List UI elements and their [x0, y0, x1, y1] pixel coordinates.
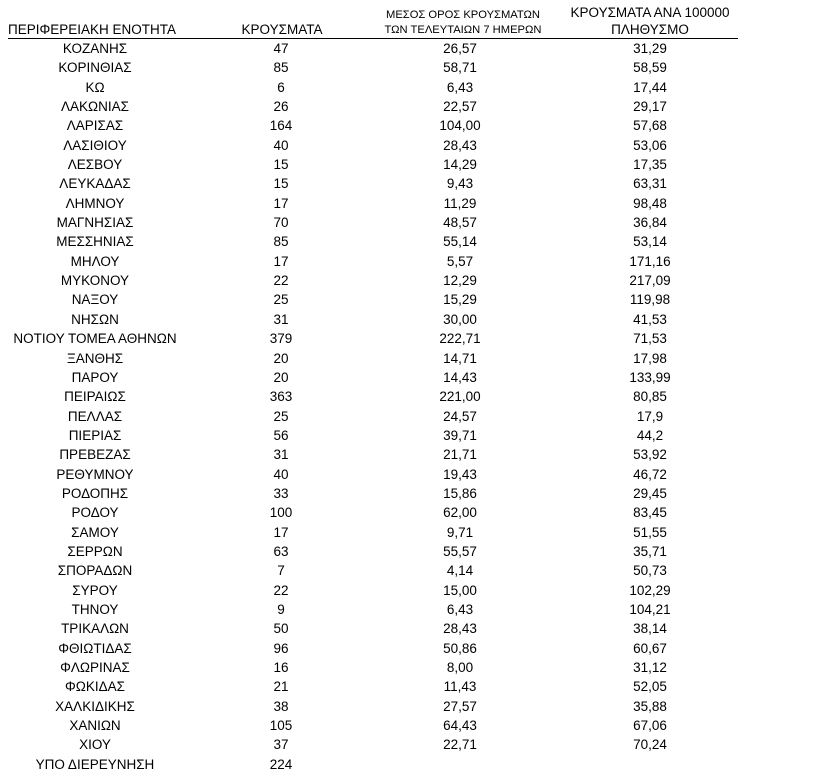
cell-cases: 33	[273, 485, 289, 501]
cell-region: ΡΕΘΥΜΝΟΥ	[56, 466, 134, 482]
cell-cases: 20	[273, 369, 289, 385]
cell-region: ΞΑΝΘΗΣ	[66, 350, 124, 366]
cell-per-100k: 29,45	[633, 485, 667, 501]
cell-per-100k: 98,48	[633, 195, 667, 211]
header-avg-7-days	[372, 8, 554, 38]
cell-region: ΣΑΜΟΥ	[71, 524, 119, 540]
cell-region: ΛΑΡΙΣΑΣ	[66, 118, 124, 134]
cell-region: ΤΗΝΟΥ	[71, 601, 119, 617]
cell-per-100k: 58,59	[633, 60, 667, 76]
table-row	[0, 581, 834, 600]
cell-avg-7-days: 9,71	[446, 524, 474, 540]
cell-avg-7-days: 11,29	[443, 195, 477, 211]
cell-cases: 25	[273, 408, 289, 424]
cell-cases: 31	[273, 447, 289, 463]
cell-avg-7-days: 6,43	[446, 601, 474, 617]
cell-avg-7-days: 221,00	[439, 389, 481, 405]
cell-region: ΣΥΡΟΥ	[72, 582, 118, 598]
cell-per-100k: 38,14	[633, 621, 667, 637]
cell-avg-7-days: 30,00	[443, 311, 477, 327]
table-row	[0, 465, 834, 484]
cell-region: ΧΑΛΚΙΔΙΚΗΣ	[55, 698, 135, 714]
table-row	[0, 542, 834, 561]
cell-cases: 22	[273, 582, 289, 598]
cell-per-100k: 46,72	[633, 466, 667, 482]
cell-region: ΡΟΔΟΥ	[71, 505, 119, 521]
cell-region: ΛΑΣΙΘΙΟΥ	[63, 137, 127, 153]
cell-avg-7-days: 48,57	[443, 215, 477, 231]
table-row	[0, 697, 834, 716]
cell-per-100k: 83,45	[633, 505, 667, 521]
cell-region: ΠΡΕΒΕΖΑΣ	[59, 447, 131, 463]
header-avg-line2: ΤΩΝ ΤΕΛΕΥΤΑΙΩΝ 7 ΗΜΕΡΩΝ	[384, 24, 542, 36]
cell-cases: 85	[273, 60, 289, 76]
cell-per-100k: 31,29	[633, 41, 667, 56]
cell-per-100k: 51,55	[633, 524, 667, 540]
cell-avg-7-days: 50,86	[443, 640, 477, 656]
table-row	[0, 600, 834, 619]
cell-avg-7-days: 62,00	[443, 505, 477, 521]
table-row	[0, 445, 834, 464]
cell-cases: 22	[273, 273, 289, 289]
cell-per-100k: 53,14	[633, 234, 667, 250]
cell-cases: 96	[273, 640, 289, 656]
cell-per-100k: 41,53	[633, 311, 667, 327]
cell-region: ΛΑΚΩΝΙΑΣ	[61, 99, 129, 115]
table-row	[0, 523, 834, 542]
cell-avg-7-days: 28,43	[443, 137, 477, 153]
header-cases: ΚΡΟΥΣΜΑΤΑ	[241, 22, 323, 37]
cell-cases: 56	[273, 427, 289, 443]
header-per100k-line2: ΠΛΗΘΥΣΜΟ	[611, 22, 689, 37]
cell-avg-7-days: 6,43	[446, 79, 474, 95]
cell-per-100k: 67,06	[633, 718, 667, 734]
cell-cases: 164	[269, 118, 293, 134]
cell-region: ΝΗΣΩΝ	[71, 311, 119, 327]
cell-cases: 38	[273, 698, 289, 714]
cell-cases: 47	[273, 41, 289, 56]
cell-avg-7-days: 14,71	[443, 350, 477, 366]
cell-region: ΠΕΛΛΑΣ	[67, 408, 123, 424]
cell-region: ΝΑΞΟΥ	[71, 292, 119, 308]
cell-avg-7-days: 104,00	[439, 118, 481, 134]
header-cases-per-100k	[555, 4, 745, 38]
table-row	[0, 252, 834, 271]
cell-avg-7-days: 21,71	[443, 447, 477, 463]
cell-per-100k: 50,73	[633, 563, 667, 579]
cell-per-100k: 17,44	[633, 79, 667, 95]
cell-cases: 70	[273, 215, 289, 231]
cell-per-100k: 133,99	[629, 369, 671, 385]
cell-avg-7-days: 64,43	[443, 718, 477, 734]
cell-avg-7-days: 15,86	[443, 485, 477, 501]
table-row	[0, 716, 834, 735]
table-row	[0, 174, 834, 193]
cell-region: ΣΠΟΡΑΔΩΝ	[57, 563, 133, 579]
cell-cases: 31	[273, 311, 289, 327]
cell-avg-7-days: 22,57	[443, 99, 477, 115]
header-avg-line1: ΜΕΣΟΣ ΟΡΟΣ ΚΡΟΥΣΜΑΤΩΝ	[386, 9, 540, 21]
cell-region: ΠΑΡΟΥ	[71, 369, 119, 385]
table-row	[0, 349, 834, 368]
cell-per-100k: 29,17	[633, 99, 667, 115]
cell-avg-7-days: 11,43	[443, 679, 477, 695]
table-row	[0, 407, 834, 426]
cell-per-100k: 71,53	[633, 331, 667, 347]
cell-per-100k: 104,21	[629, 601, 671, 617]
cell-avg-7-days: 28,43	[443, 621, 477, 637]
cell-cases: 40	[273, 466, 289, 482]
cell-per-100k: 70,24	[633, 737, 667, 753]
cell-avg-7-days: 12,29	[443, 273, 477, 289]
cell-avg-7-days: 24,57	[443, 408, 477, 424]
cell-cases: 100	[269, 505, 293, 521]
cell-avg-7-days: 55,14	[443, 234, 477, 250]
table-row	[0, 426, 834, 445]
table-row	[0, 213, 834, 232]
table-row	[0, 755, 834, 774]
table-row	[0, 619, 834, 638]
table-row	[0, 155, 834, 174]
table-row	[0, 78, 834, 97]
cell-per-100k: 17,98	[633, 350, 667, 366]
cell-region: ΦΛΩΡΙΝΑΣ	[60, 660, 130, 675]
cell-per-100k: 17,35	[633, 157, 667, 173]
cell-avg-7-days: 58,71	[443, 60, 477, 76]
table-header	[0, 0, 834, 40]
table-row	[0, 232, 834, 251]
table-row	[0, 271, 834, 290]
cell-avg-7-days: 14,29	[443, 157, 477, 173]
cell-region: ΜΑΓΝΗΣΙΑΣ	[56, 215, 134, 231]
cell-per-100k: 17,9	[636, 408, 664, 424]
cell-avg-7-days: 9,43	[446, 176, 474, 192]
table-body	[0, 39, 834, 774]
cell-per-100k: 53,92	[633, 447, 667, 463]
cell-region: ΧΑΝΙΩΝ	[69, 718, 121, 734]
cell-cases: 40	[273, 137, 289, 153]
cell-cases: 85	[273, 234, 289, 250]
cell-region: ΤΡΙΚΑΛΩΝ	[61, 621, 129, 637]
table-row	[0, 136, 834, 155]
cell-per-100k: 60,67	[633, 640, 667, 656]
cell-region: ΚΟΡΙΝΘΙΑΣ	[58, 60, 132, 76]
cell-cases: 37	[273, 737, 289, 753]
table-row	[0, 561, 834, 580]
cell-avg-7-days: 27,57	[443, 698, 477, 714]
cell-cases: 50	[273, 621, 289, 637]
table-row	[0, 387, 834, 406]
cell-region: ΜΥΚΟΝΟΥ	[60, 273, 130, 289]
cell-region: ΧΙΟΥ	[79, 737, 111, 753]
cell-avg-7-days: 14,43	[443, 369, 477, 385]
cell-per-100k: 63,31	[633, 176, 667, 192]
cell-per-100k: 35,88	[633, 698, 667, 714]
cell-region: ΚΩ	[85, 79, 105, 95]
cell-region: ΛΗΜΝΟΥ	[65, 195, 125, 211]
cell-region: ΛΕΥΚΑΔΑΣ	[59, 176, 131, 192]
cell-region: ΝΟΤΙΟΥ ΤΟΜΕΑ ΑΘΗΝΩΝ	[13, 331, 177, 347]
cell-cases: 17	[273, 524, 289, 540]
cell-cases: 9	[277, 601, 285, 617]
cell-region: ΠΕΙΡΑΙΩΣ	[64, 389, 126, 405]
cell-cases: 7	[277, 563, 285, 579]
cell-per-100k: 44,2	[636, 427, 664, 443]
table-row	[0, 484, 834, 503]
table-row	[0, 677, 834, 696]
cell-avg-7-days: 55,57	[443, 543, 477, 559]
cell-per-100k: 36,84	[633, 215, 667, 231]
cell-cases: 363	[269, 389, 293, 405]
table-row	[0, 290, 834, 309]
cell-per-100k: 217,09	[629, 273, 671, 289]
cell-per-100k: 57,68	[633, 118, 667, 134]
cell-region: ΜΗΛΟΥ	[70, 253, 120, 269]
cell-avg-7-days: 15,00	[443, 582, 477, 598]
cell-avg-7-days: 19,43	[443, 466, 477, 482]
cell-cases: 16	[273, 660, 289, 675]
cell-per-100k: 102,29	[629, 582, 671, 598]
cell-per-100k: 35,71	[633, 543, 667, 559]
cell-region: ΦΘΙΩΤΙΔΑΣ	[58, 640, 132, 656]
cell-per-100k: 119,98	[629, 292, 671, 308]
header-per100k-line1: ΚΡΟΥΣΜΑΤΑ ΑΝΑ 100000	[570, 5, 730, 20]
table-row	[0, 503, 834, 522]
table-row	[0, 735, 834, 754]
table-row	[0, 368, 834, 387]
cell-per-100k: 80,85	[633, 389, 667, 405]
table-row	[0, 58, 834, 77]
table-row	[0, 329, 834, 348]
cell-region: ΚΟΖΑΝΗΣ	[62, 41, 128, 56]
cell-region: ΛΕΣΒΟΥ	[67, 157, 123, 173]
header-region: ΠΕΡΙΦΕΡΕΙΑΚΗ ΕΝΟΤΗΤΑ	[8, 22, 177, 37]
cell-avg-7-days: 26,57	[443, 41, 477, 56]
cell-cases: 26	[273, 99, 289, 115]
cell-per-100k: 52,05	[633, 679, 667, 695]
cell-cases: 21	[273, 679, 289, 695]
cell-per-100k: 53,06	[633, 137, 667, 153]
cell-cases: 15	[273, 176, 289, 192]
cell-cases: 63	[273, 543, 289, 559]
table-row	[0, 639, 834, 658]
cell-avg-7-days: 4,14	[446, 563, 474, 579]
cell-cases: 379	[269, 331, 293, 347]
cell-cases: 15	[273, 157, 289, 173]
cell-region: ΜΕΣΣΗΝΙΑΣ	[56, 234, 134, 250]
table-row	[0, 194, 834, 213]
cell-avg-7-days: 222,71	[439, 331, 481, 347]
cell-cases: 224	[269, 756, 293, 772]
cell-region: ΡΟΔΟΠΗΣ	[61, 485, 129, 501]
cell-cases: 105	[269, 718, 293, 734]
cell-region: ΥΠΟ ΔΙΕΡΕΥΝΗΣΗ	[35, 756, 155, 772]
table-row	[0, 658, 834, 677]
cell-region: ΦΩΚΙΔΑΣ	[65, 679, 125, 695]
cell-cases: 17	[273, 195, 289, 211]
cell-avg-7-days: 8,00	[446, 660, 474, 675]
cell-cases: 17	[273, 253, 289, 269]
cell-avg-7-days: 15,29	[443, 292, 477, 308]
table-row	[0, 39, 834, 58]
table-row	[0, 310, 834, 329]
cell-avg-7-days: 22,71	[443, 737, 477, 753]
table-row	[0, 97, 834, 116]
cell-region: ΠΙΕΡΙΑΣ	[68, 427, 122, 443]
cell-per-100k: 31,12	[633, 660, 667, 675]
cell-cases: 6	[277, 79, 285, 95]
table-row	[0, 116, 834, 135]
cell-avg-7-days: 39,71	[443, 427, 477, 443]
cell-cases: 20	[273, 350, 289, 366]
cell-cases: 25	[273, 292, 289, 308]
cell-avg-7-days: 5,57	[446, 253, 474, 269]
cell-per-100k: 171,16	[629, 253, 671, 269]
cell-region: ΣΕΡΡΩΝ	[67, 543, 123, 559]
